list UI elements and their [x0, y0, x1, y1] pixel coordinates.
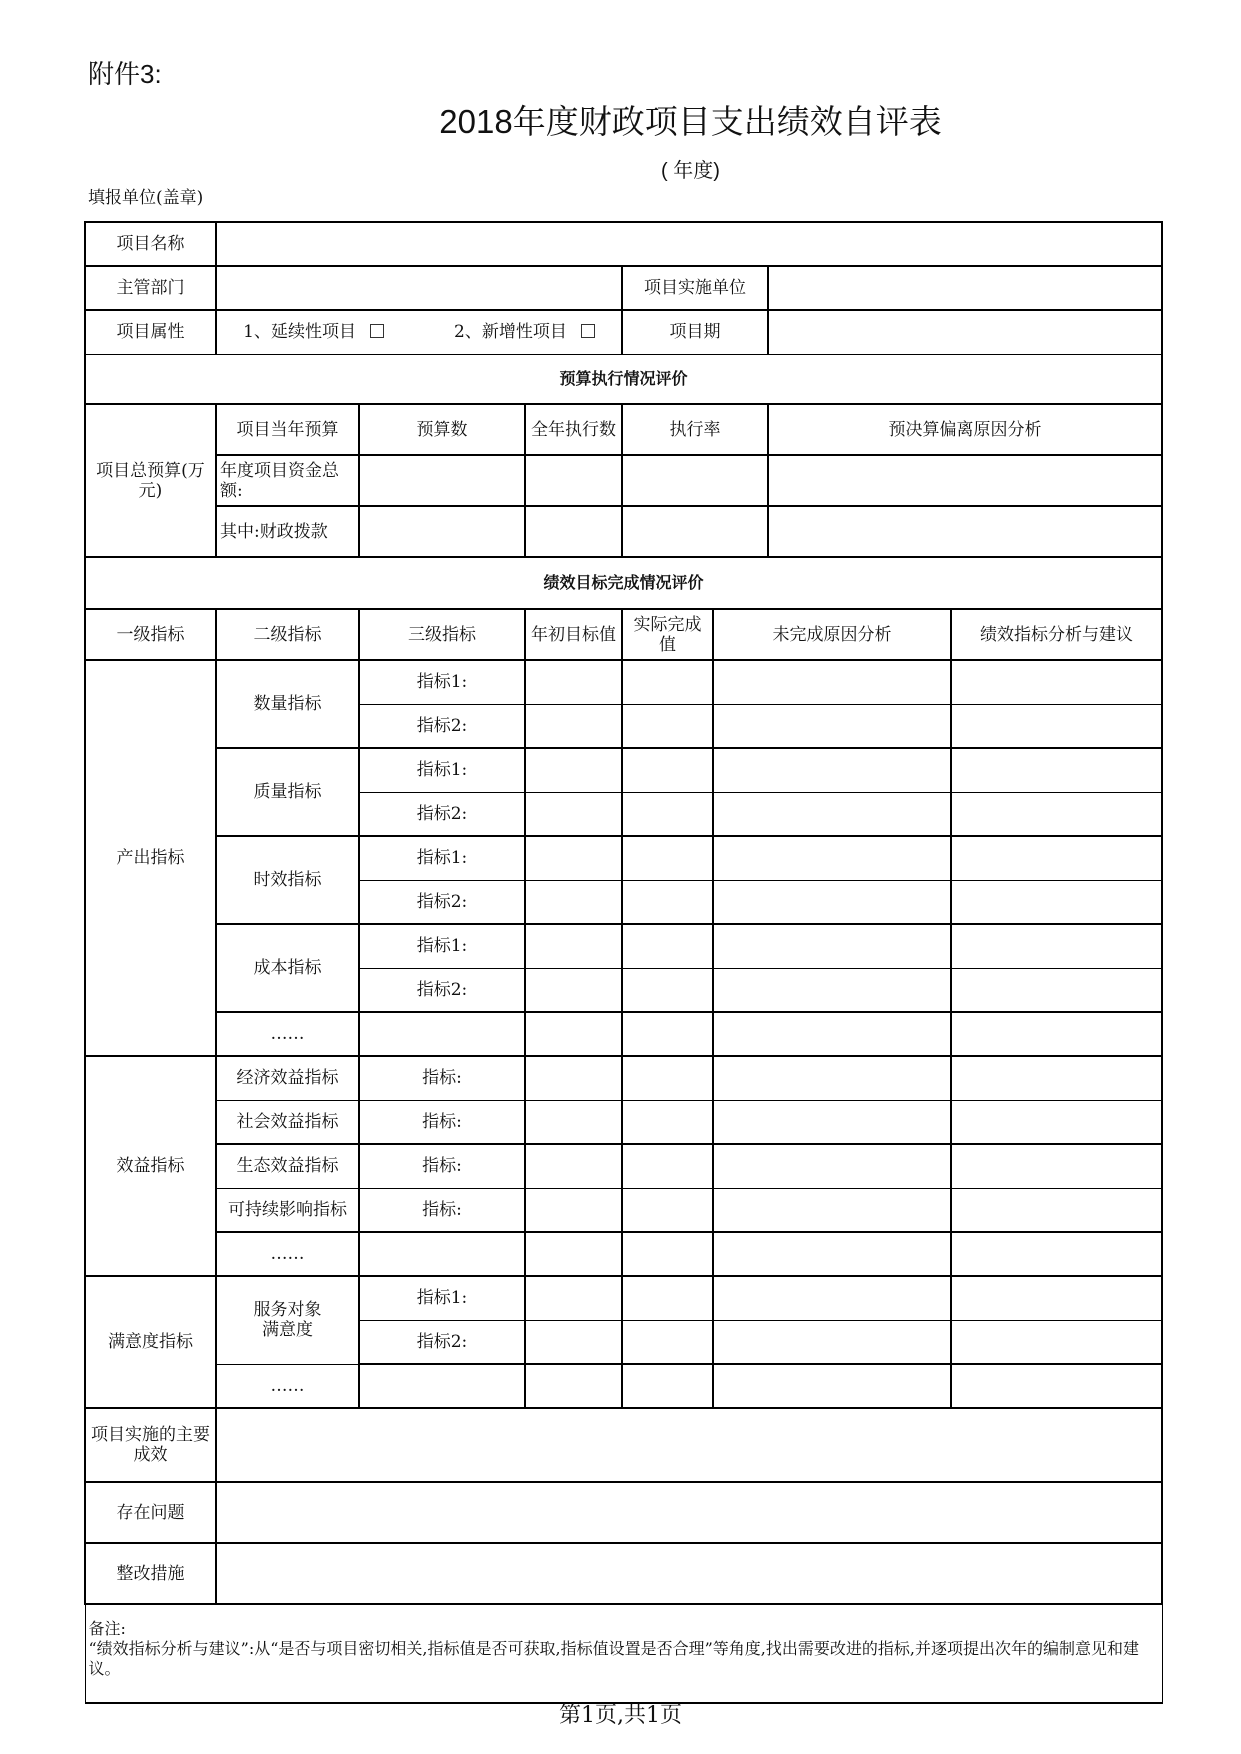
indicator-item-empty[interactable] — [359, 1232, 525, 1276]
suggestion-cell[interactable] — [951, 1056, 1162, 1100]
actual-value-cell[interactable] — [622, 1320, 713, 1364]
problems-label: 存在问题 — [85, 1482, 216, 1543]
target-value-cell[interactable] — [525, 1100, 622, 1144]
benefit-group-label: 可持续影响指标 — [216, 1188, 359, 1232]
indicator-row — [85, 1056, 1162, 1100]
target-value-cell[interactable] — [525, 1012, 622, 1056]
target-value-cell[interactable] — [525, 704, 622, 748]
measures-label: 整改措施 — [85, 1543, 216, 1604]
target-value-cell[interactable] — [525, 748, 622, 792]
actual-value-cell[interactable] — [622, 792, 713, 836]
suggestion-cell[interactable] — [951, 1012, 1162, 1056]
actual-value-cell[interactable] — [622, 836, 713, 880]
reason-cell[interactable] — [713, 1144, 951, 1188]
annual-total-label: 年度项目资金总额: — [216, 455, 359, 506]
target-value-cell[interactable] — [525, 924, 622, 968]
annual-total-executed[interactable] — [525, 455, 622, 506]
indicator-item-label: 指标: — [359, 1056, 525, 1100]
header-target: 年初目标值 — [525, 609, 622, 660]
actual-value-cell[interactable] — [622, 968, 713, 1012]
evaluation-form — [84, 221, 1163, 1704]
indicator-item-label: 指标2: — [359, 968, 525, 1012]
reason-cell[interactable] — [713, 1320, 951, 1364]
reason-cell[interactable] — [713, 836, 951, 880]
budget-header-current: 项目当年预算 — [216, 404, 359, 455]
page-number: 第1页,共1页 — [559, 1703, 682, 1728]
reason-cell[interactable] — [713, 1364, 951, 1408]
target-value-cell[interactable] — [525, 1144, 622, 1188]
suggestion-cell[interactable] — [951, 1100, 1162, 1144]
suggestion-cell[interactable] — [951, 1144, 1162, 1188]
suggestion-cell[interactable] — [951, 792, 1162, 836]
benefit-group-label: 生态效益指标 — [216, 1144, 359, 1188]
budget-header-rate: 执行率 — [622, 404, 768, 455]
measures-field[interactable] — [216, 1543, 1162, 1604]
output-group-label: 数量指标 — [216, 660, 359, 748]
indicator-item-label: 指标2: — [359, 880, 525, 924]
indicator-row — [85, 1144, 1162, 1188]
fiscal-allocation-rate[interactable] — [622, 506, 768, 557]
actual-value-cell[interactable] — [622, 704, 713, 748]
attr-options — [216, 310, 622, 354]
output-group-label: 成本指标 — [216, 924, 359, 1012]
achievements-label: 项目实施的主要成效 — [85, 1408, 216, 1482]
indicator-row — [85, 1012, 1162, 1056]
reason-cell[interactable] — [713, 1276, 951, 1320]
reason-cell[interactable] — [713, 1188, 951, 1232]
problems-field[interactable] — [216, 1482, 1162, 1543]
satisfaction-more-label: …… — [216, 1364, 359, 1408]
target-value-cell[interactable] — [525, 660, 622, 704]
actual-value-cell[interactable] — [622, 1012, 713, 1056]
suggestion-cell[interactable] — [951, 1188, 1162, 1232]
budget-header-analysis: 预决算偏离原因分析 — [768, 404, 1162, 455]
indicator-row — [85, 924, 1162, 968]
header-level1: 一级指标 — [85, 609, 216, 660]
suggestion-cell[interactable] — [951, 1276, 1162, 1320]
indicator-item-label: 指标1: — [359, 924, 525, 968]
suggestion-cell[interactable] — [951, 836, 1162, 880]
suggestion-cell[interactable] — [951, 1320, 1162, 1364]
reason-cell[interactable] — [713, 1232, 951, 1276]
target-value-cell[interactable] — [525, 968, 622, 1012]
indicator-item-empty[interactable] — [359, 1364, 525, 1408]
suggestion-cell[interactable] — [951, 660, 1162, 704]
fill-unit-label: 填报单位(盖章) — [88, 188, 204, 208]
target-value-cell[interactable] — [525, 1056, 622, 1100]
actual-value-cell[interactable] — [622, 748, 713, 792]
target-value-cell[interactable] — [525, 880, 622, 924]
target-value-cell[interactable] — [525, 1364, 622, 1408]
annual-total-rate[interactable] — [622, 455, 768, 506]
indicator-item-label: 指标: — [359, 1144, 525, 1188]
indicator-row — [85, 1100, 1162, 1144]
note-cell — [85, 1604, 1162, 1703]
indicator-item-label: 指标2: — [359, 704, 525, 748]
header-reason: 未完成原因分析 — [713, 609, 951, 660]
fiscal-allocation-label: 其中:财政拨款 — [216, 506, 359, 557]
performance-section-title: 绩效目标完成情况评价 — [85, 557, 1162, 609]
reason-cell[interactable] — [713, 880, 951, 924]
reason-cell[interactable] — [713, 924, 951, 968]
benefit-group-label: 社会效益指标 — [216, 1100, 359, 1144]
fiscal-allocation-executed[interactable] — [525, 506, 622, 557]
indicator-row — [85, 748, 1162, 792]
achievements-field[interactable] — [216, 1408, 1162, 1482]
reason-cell[interactable] — [713, 748, 951, 792]
output-more-label: …… — [216, 1012, 359, 1056]
target-value-cell[interactable] — [525, 792, 622, 836]
attachment-label: 附件3: — [88, 59, 162, 89]
annual-total-budget[interactable] — [359, 455, 525, 506]
actual-value-cell[interactable] — [622, 1364, 713, 1408]
header-level2: 二级指标 — [216, 609, 359, 660]
indicator-item-empty[interactable] — [359, 1012, 525, 1056]
target-value-cell[interactable] — [525, 1320, 622, 1364]
year-line — [0, 154, 1241, 182]
indicator-row — [85, 1276, 1162, 1320]
impl-unit-field[interactable] — [768, 266, 1162, 310]
actual-value-cell[interactable] — [622, 924, 713, 968]
indicator-item-label: 指标1: — [359, 836, 525, 880]
dept-label: 主管部门 — [85, 266, 216, 310]
project-name-label: 项目名称 — [85, 222, 216, 266]
header-suggestion: 绩效指标分析与建议 — [951, 609, 1162, 660]
fiscal-allocation-analysis[interactable] — [768, 506, 1162, 557]
output-indicator-label: 产出指标 — [85, 660, 216, 1056]
total-budget-label: 项目总预算(万元) — [85, 404, 216, 557]
attr-label: 项目属性 — [85, 310, 216, 354]
benefit-group-label: 经济效益指标 — [216, 1056, 359, 1100]
indicator-row — [85, 1188, 1162, 1232]
budget-header-executed: 全年执行数 — [525, 404, 622, 455]
satisfaction-group-label: 服务对象满意度 — [216, 1276, 359, 1364]
indicator-row — [85, 660, 1162, 704]
attr-option-new: 2、新增性项目 — [454, 322, 567, 343]
indicator-item-label: 指标1: — [359, 748, 525, 792]
page-title: 2018年度财政项目支出绩效自评表 — [439, 103, 942, 140]
attr-option-continuing: 1、延续性项目 — [243, 322, 356, 343]
budget-section-title: 预算执行情况评价 — [85, 354, 1162, 404]
reason-cell[interactable] — [713, 704, 951, 748]
indicator-row — [85, 1364, 1162, 1408]
fiscal-allocation-budget[interactable] — [359, 506, 525, 557]
suggestion-cell[interactable] — [951, 704, 1162, 748]
benefit-indicator-label: 效益指标 — [85, 1056, 216, 1276]
suggestion-cell[interactable] — [951, 924, 1162, 968]
indicator-item-label: 指标1: — [359, 660, 525, 704]
reason-cell[interactable] — [713, 1100, 951, 1144]
indicator-item-label: 指标2: — [359, 1320, 525, 1364]
target-value-cell[interactable] — [525, 836, 622, 880]
satisfaction-indicator-label: 满意度指标 — [85, 1276, 216, 1408]
suggestion-cell[interactable] — [951, 748, 1162, 792]
year-line-text: ( 年度) — [661, 160, 720, 182]
new-checkbox[interactable] — [581, 324, 595, 338]
indicator-row — [85, 836, 1162, 880]
suggestion-cell[interactable] — [951, 1364, 1162, 1408]
indicator-row — [85, 1232, 1162, 1276]
note-text: “绩效指标分析与建议”:从“是否与项目密切相关,指标值是否可获取,指标值设置是否合理”等角度,找出需要改进的指标,并逐项提出次年的编制意见和建议。 — [88, 1639, 1139, 1678]
reason-cell[interactable] — [713, 1012, 951, 1056]
target-value-cell[interactable] — [525, 1188, 622, 1232]
reason-cell[interactable] — [713, 1056, 951, 1100]
header-actual: 实际完成值 — [622, 609, 713, 660]
actual-value-cell[interactable] — [622, 1144, 713, 1188]
dept-field[interactable] — [216, 266, 622, 310]
reason-cell[interactable] — [713, 660, 951, 704]
indicator-item-label: 指标: — [359, 1100, 525, 1144]
actual-value-cell[interactable] — [622, 660, 713, 704]
suggestion-cell[interactable] — [951, 880, 1162, 924]
header-level3: 三级指标 — [359, 609, 525, 660]
suggestion-cell[interactable] — [951, 1232, 1162, 1276]
indicator-item-label: 指标2: — [359, 792, 525, 836]
period-field[interactable] — [768, 310, 1162, 354]
output-group-label: 时效指标 — [216, 836, 359, 924]
actual-value-cell[interactable] — [622, 1232, 713, 1276]
suggestion-cell[interactable] — [951, 968, 1162, 1012]
actual-value-cell[interactable] — [622, 1276, 713, 1320]
target-value-cell[interactable] — [525, 1232, 622, 1276]
target-value-cell[interactable] — [525, 1276, 622, 1320]
indicator-item-label: 指标: — [359, 1188, 525, 1232]
annual-total-analysis[interactable] — [768, 455, 1162, 506]
actual-value-cell[interactable] — [622, 1100, 713, 1144]
benefit-more-label: …… — [216, 1232, 359, 1276]
reason-cell[interactable] — [713, 792, 951, 836]
reason-cell[interactable] — [713, 968, 951, 1012]
continuing-checkbox[interactable] — [370, 324, 384, 338]
indicator-item-label: 指标1: — [359, 1276, 525, 1320]
period-label: 项目期 — [622, 310, 768, 354]
actual-value-cell[interactable] — [622, 1188, 713, 1232]
impl-unit-label: 项目实施单位 — [622, 266, 768, 310]
budget-header-budget: 预算数 — [359, 404, 525, 455]
actual-value-cell[interactable] — [622, 1056, 713, 1100]
project-name-field[interactable] — [216, 222, 1162, 266]
note-title: 备注: — [88, 1619, 126, 1638]
output-group-label: 质量指标 — [216, 748, 359, 836]
actual-value-cell[interactable] — [622, 880, 713, 924]
